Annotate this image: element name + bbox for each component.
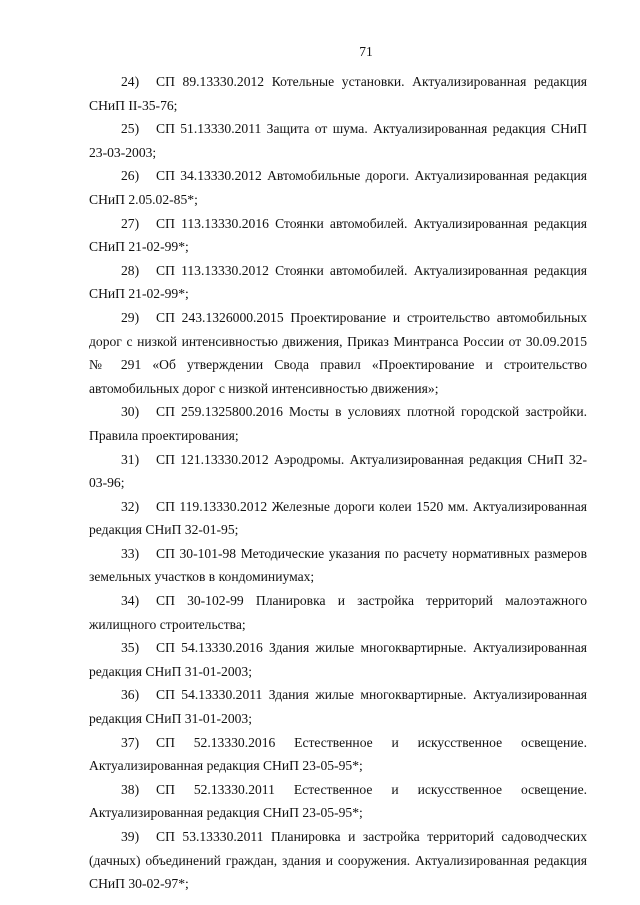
list-item-number: 35) (121, 640, 140, 656)
standards-list (89, 70, 587, 896)
list-item (89, 259, 587, 306)
list-item-text: СП 52.13330.2011 Естественное и искусственное освещение. Актуализированная редакция СНиП 23-05-95*; (89, 781, 587, 821)
list-item-number: 39) (121, 829, 140, 844)
list-item (89, 636, 587, 683)
list-item (89, 731, 587, 778)
list-item (89, 542, 587, 589)
list-item-text: СП 30-102-99 Планировка и застройка территорий малоэтажного жилищного строительства; (89, 593, 587, 632)
list-item-text: СП 53.13330.2011 Планировка и застройка территорий садоводческих (дачных) объединений граждан, здания и сооружения. Актуализированная редакция СНиП 30-02-97*; (89, 829, 587, 892)
list-item (89, 164, 587, 211)
list-item-number: 26) (121, 168, 140, 184)
list-item-text: СП 54.13330.2011 Здания жилые многоквартирные. Актуализированная редакция СНиП 31-01-2003; (89, 687, 587, 727)
list-item-number: 31) (121, 451, 140, 467)
list-item-number: 27) (121, 215, 140, 231)
list-item-text: СП 119.13330.2012 Железные дороги колеи 1520 мм. Актуализированная редакция СНиП 32-01-95; (89, 498, 587, 538)
list-item-number: 24) (121, 74, 140, 89)
list-item-number: 37) (121, 734, 140, 750)
list-item (89, 589, 587, 636)
list-item-text: СП 89.13330.2012 Котельные установки. Актуализированная редакция СНиП II-35-76; (89, 74, 587, 113)
list-item (89, 400, 587, 447)
list-item (89, 212, 587, 259)
list-item-number: 30) (121, 404, 140, 420)
list-item-text: СП 121.13330.2012 Аэродромы. Актуализированная редакция СНиП 32-03-96; (89, 451, 587, 491)
list-item-number: 29) (121, 309, 140, 325)
list-item (89, 778, 587, 825)
list-item-text: СП 54.13330.2016 Здания жилые многоквартирные. Актуализированная редакция СНиП 31-01-2003; (89, 640, 587, 679)
list-item (89, 495, 587, 542)
list-item (89, 683, 587, 730)
list-item-text: СП 113.13330.2016 Стоянки автомобилей. Актуализированная редакция СНиП 21-02-99*; (89, 215, 587, 255)
list-item (89, 306, 587, 400)
list-item-number: 36) (121, 687, 140, 703)
list-item-number: 25) (121, 121, 140, 137)
page-number: 71 (359, 44, 373, 59)
list-item (89, 117, 587, 164)
list-item-text: СП 259.1325800.2016 Мосты в условиях плотной городской застройки. Правила проектирования; (89, 404, 587, 443)
list-item (89, 825, 587, 896)
list-item (89, 448, 587, 495)
list-item (89, 70, 587, 117)
list-item-number: 33) (121, 545, 140, 561)
list-item-text: СП 30-101-98 Методические указания по расчету нормативных размеров земельных участков в кондоминиумах; (89, 545, 587, 585)
list-item-number: 38) (121, 781, 140, 797)
list-item-text: СП 51.13330.2011 Защита от шума. Актуализированная редакция СНиП 23-03-2003; (89, 121, 587, 160)
list-item-number: 34) (121, 593, 140, 609)
list-item-text: СП 113.13330.2012 Стоянки автомобилей. Актуализированная редакция СНиП 21-02-99*; (89, 262, 587, 302)
list-item-number: 28) (121, 262, 140, 278)
list-item-text: СП 34.13330.2012 Автомобильные дороги. Актуализированная редакция СНиП 2.05.02-85*; (89, 168, 587, 207)
list-item-number: 32) (121, 498, 140, 514)
list-item-text: СП 243.1326000.2015 Проектирование и строительство автомобильных дорог с низкой интенсивностью движения, Приказ Минтранса России от 30.09.2015 № 291 «Об утверждении Свода правил «Проектирование и строительство автомобильных дорог с низкой интенсивностью движения»; (89, 309, 587, 396)
list-item-text: СП 52.13330.2016 Естественное и искусственное освещение. Актуализированная редакция СНиП 23-05-95*; (89, 734, 587, 774)
